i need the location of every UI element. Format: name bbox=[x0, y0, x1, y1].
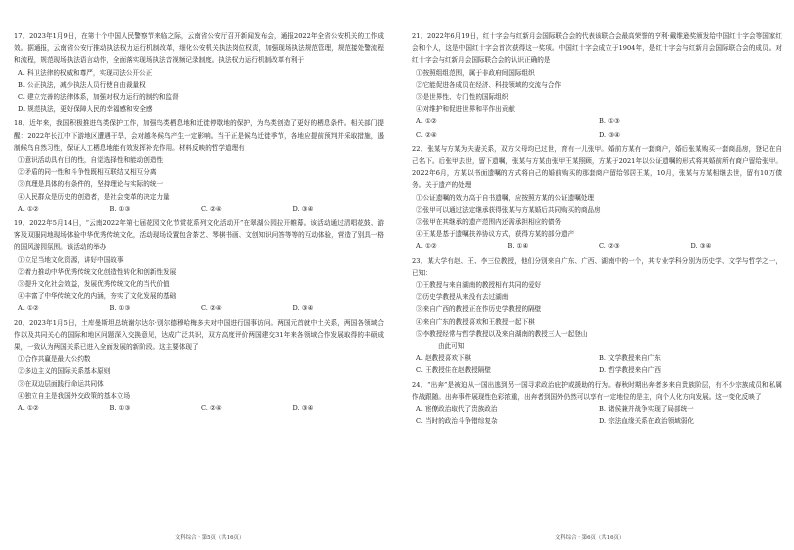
answer-choices bbox=[412, 129, 782, 141]
question-stem: 22．张某与方某为夫妻关系，双方父母均已过世，育有一儿张甲。婚前方某有一套商户，婚后张某购买一套商品房，登记在自己名下。后张甲去世，留下遗嘱，张某与方某由张甲王某照顾，方某于2021年以公证遗嘱的形式将其婚前所有商户留给张甲。2022年6月，方某以书面遗嘱的方式将自己的婚前购买的那套商户留给邻居王某，10月，张某与方某相继去世，留有10万债务。关于遗产的处理 bbox=[412, 144, 782, 190]
statement-option: ②着力推动中华优秀传统文化创造性转化和创新性发展 bbox=[18, 267, 177, 276]
footer-left-page-number: 文科综合 · 第5页（共16页） bbox=[175, 535, 245, 541]
answer-choice[interactable]: C. ②④ bbox=[201, 304, 222, 313]
answer-choice[interactable]: A. ①② bbox=[18, 404, 39, 413]
statement-option: D. 规范执法，更好保障人民的幸福感和安全感 bbox=[18, 105, 153, 114]
statement-option: ②它能促进各成员在经济、科技领域的交流与合作 bbox=[416, 80, 562, 89]
answer-choice[interactable]: A. ①② bbox=[416, 117, 437, 126]
statement-option: ②矛盾的同一性和斗争性既相互联结又相互分离 bbox=[18, 168, 157, 177]
question-block bbox=[412, 30, 782, 141]
answer-choice[interactable]: C. 当时的政治斗争错综复杂 bbox=[416, 417, 498, 426]
statement-option: ①按照组组范围，属于非政府间国际组织 bbox=[416, 68, 535, 77]
question-block bbox=[14, 217, 384, 315]
answer-choice[interactable]: B. 诸侯兼并战争实现了局部统一 bbox=[599, 405, 694, 414]
right-column bbox=[412, 30, 782, 430]
answer-choice[interactable] bbox=[508, 115, 600, 127]
question-block bbox=[14, 317, 384, 415]
statement-option: A. 科卫法律的权威和尊严，实现司法公开公正 bbox=[18, 68, 153, 77]
answer-choice[interactable]: B. ①③ bbox=[109, 304, 131, 313]
answer-choice[interactable]: A. 赵教授喜欢下棋 bbox=[416, 354, 472, 363]
answer-choices bbox=[14, 402, 384, 414]
statement-option: ①立足当地文化资源，讲好中国故事 bbox=[18, 255, 124, 264]
question-stem: 24．“出奔”是被迫从一国出逃到另一国寻求政治庇护或援助的行为。春秋时期出奔者多来自贵族阶层，有不少宗族成员和私属作战跟随。出奔事件展现性色彩浓重，出奔者到国外仍然可以享有一定地位的是主，向个人化方向发展。这一变化反映了 bbox=[412, 380, 782, 401]
statement-option: B. 公正执法，减少执法人员行使自由裁量权 bbox=[18, 80, 146, 89]
answer-choices bbox=[412, 240, 782, 252]
question-stem: 18．近年来，我国积极推进鸟类保护工作，加强鸟类栖息地和迁徙停歇地的保护，为鸟类创造了更好的栖息条件。相关部门提醒：2022年长江中下游地区遭遇干旱，会对越冬候鸟产生一定影响。当干正是候鸟迁徙季节，各地应提前预判并采取措施，遏制候鸟自然习性，保证人工栖息地能有效发挥补充作用。材料反映的哲学道理有 bbox=[14, 119, 384, 152]
answer-choice[interactable]: D. ③④ bbox=[292, 304, 314, 313]
answer-choice[interactable]: A. 宦僚政治取代了贵族政治 bbox=[416, 405, 498, 414]
statement-option: ②历史学教授从来没有去过湖南 bbox=[416, 293, 509, 302]
question-block bbox=[412, 255, 782, 377]
statement-option: ③来自广西的教授正在作历史学教授的隔壁 bbox=[416, 305, 542, 314]
statement-option: ②张甲可以通过法定继承获得张某与方某婚后共同购买的商品房 bbox=[416, 205, 601, 214]
answer-choice[interactable]: B. ①③ bbox=[599, 117, 620, 126]
answer-choice[interactable]: D. 哲学教授来自广西 bbox=[599, 366, 661, 375]
answer-choice[interactable]: D. 宗法血缘关系在政治领域弱化 bbox=[599, 417, 694, 426]
statement-option: 由此可知 bbox=[438, 342, 465, 351]
statement-option: ④丰富了中华传统文化的内涵，夯实了文化发展的基础 bbox=[18, 292, 177, 301]
statement-option: ④独立自主是我国外交政策的基本立场 bbox=[18, 391, 131, 400]
answer-choice[interactable]: A. ①② bbox=[18, 304, 39, 313]
question-stem: 21．2022年6月19日，红十字会与红新月会国际联合会的代表该联合会最高荣誉的亨利·戴维逊奖颁发给中国红十字会等国家红会和个人，这是中国红十字会首次获得这一奖项。中国红十字会成立于1904年，是红十字会与红新月会国际联合会的成员。对红十字会与红新月会国际联合会的认识正确的是 bbox=[412, 32, 782, 65]
statement-option: ③张甲在其继承的遗产范围内还需承担相应的债务 bbox=[416, 218, 562, 227]
answer-choice[interactable]: B. ①④ bbox=[507, 242, 529, 251]
answer-choice[interactable]: A. ①② bbox=[416, 242, 437, 251]
question-stem: 19．2022年5月14日，“云南2022年第七届花园文化节赏花系列文化活动开”在翠湖公园拉开帷幕。该活动通过清唱花鼓、游客及双服同地现场体验中华优秀传统文化，活动现场设置包含茶艺、琴棋书画、文创知识问答等等的互动体验，营造了别具一格的国风游园氛围。该活动的举办 bbox=[14, 219, 384, 252]
answer-choice[interactable]: B. 文学教授来自广东 bbox=[599, 354, 661, 363]
answer-choice[interactable]: D. ③④ bbox=[690, 242, 712, 251]
statement-option: ⑤李教授经常与哲学教授以及来自湖南的教授三人一起登山 bbox=[416, 329, 588, 338]
statement-option: ③是世界性、专门性的国际组织 bbox=[416, 93, 509, 102]
statement-option: ③真理是具体的有条件的，坚持理论与实际的统一 bbox=[18, 180, 164, 189]
question-block bbox=[412, 143, 782, 253]
answer-choice[interactable]: D. ③④ bbox=[292, 204, 314, 213]
answer-choices bbox=[412, 352, 782, 376]
answer-choice[interactable]: D. ③④ bbox=[292, 404, 314, 413]
statement-option: ①意识活动具有目的性，自觉选择性和能动创造性 bbox=[18, 156, 164, 165]
statement-option: ④王某是基于遗嘱扶养协议方式，获得方某的部分遗产 bbox=[416, 230, 575, 239]
footer-right-page-number: 文科综合 · 第6页（共16页） bbox=[555, 535, 625, 541]
statement-option: ①王教授与来自湖南的教授相有共同的爱好 bbox=[416, 281, 542, 290]
question-block bbox=[14, 30, 384, 115]
statement-option: ①公证遗嘱的效力高于自书遗嘱，应按照方某的公证遗嘱处理 bbox=[416, 193, 595, 202]
choice-spacer bbox=[508, 129, 600, 141]
answer-choice[interactable]: A. ①② bbox=[18, 204, 39, 213]
statement-option: ①合作共赢是最大公约数 bbox=[18, 355, 91, 364]
question-stem: 20．2023年1月5日，土库曼斯坦总统谢尔达尔·别尔德穆哈梅多夫对中国进行国事访问。两国元首就中土关系，两国各领域合作以及共同关心的国际和地区问题深入交换意见，达成广泛共识，双方高度评价两国建交31年来各领域合作发展取得的丰硕成果，一致认为两国关系已进入全面发展的新阶段。这主要体现了 bbox=[14, 318, 384, 352]
statement-option: ④来自广东的教授喜欢和王教授一起下棋 bbox=[416, 317, 535, 326]
statement-option: ③在双边层面践行命运共同体 bbox=[18, 379, 104, 388]
answer-choice[interactable] bbox=[691, 115, 783, 127]
statement-option: ④人民群众是历史的创造者，是社会变革的决定力量 bbox=[18, 192, 170, 201]
statement-option: C. 建立完善的法律体系，加强对权力运行的制约和监督 bbox=[18, 93, 179, 102]
question-block bbox=[14, 117, 384, 215]
question-stem: 23．某大学有赵、王、李三位教授，他们分别来自广东、广西、湖南中的一个，其专业学科分别为历史学、文学与哲学之一，已知： bbox=[412, 256, 782, 277]
statement-option: ④对维护和促进世界和平作出贡献 bbox=[416, 105, 515, 114]
answer-choice[interactable]: C. ②④ bbox=[416, 130, 437, 139]
statement-option: ②多边主义的国际关系基本原则 bbox=[18, 367, 111, 376]
answer-choice[interactable]: C. 王教授住在赵教授隔壁 bbox=[416, 366, 491, 375]
answer-choice[interactable]: B. ①③ bbox=[109, 404, 131, 413]
question-stem: 17．2023年1月9日，在第十个中国人民警察节来临之际，云南省公安厅召开新闻发布会，通报2022年全省公安机关的工作成效。据通报，云南省公安厅推动执法权力运行机制改革，细化公安机关执法岗位权责，加强现场执法规范管理，规范接处警流程和流程，规范现场执法语言动作，全面落实现场执法音视频记录制度。执法权力运行机制改革有利于 bbox=[14, 32, 384, 65]
left-column bbox=[14, 30, 384, 416]
answer-choices bbox=[14, 203, 384, 215]
answer-choice[interactable]: D. ③④ bbox=[599, 130, 621, 139]
answer-choices bbox=[412, 115, 782, 127]
question-block bbox=[412, 379, 782, 428]
answer-choice[interactable]: C. ②④ bbox=[201, 204, 222, 213]
answer-choice[interactable]: C. ②③ bbox=[599, 242, 620, 251]
answer-choice[interactable]: B. ①③ bbox=[109, 204, 131, 213]
statement-option: ③提升文化社会效益，发展优秀传统文化的当代价值 bbox=[18, 280, 170, 289]
answer-choice[interactable]: C. ②④ bbox=[201, 404, 222, 413]
answer-choices bbox=[412, 403, 782, 427]
answer-choices bbox=[14, 302, 384, 314]
